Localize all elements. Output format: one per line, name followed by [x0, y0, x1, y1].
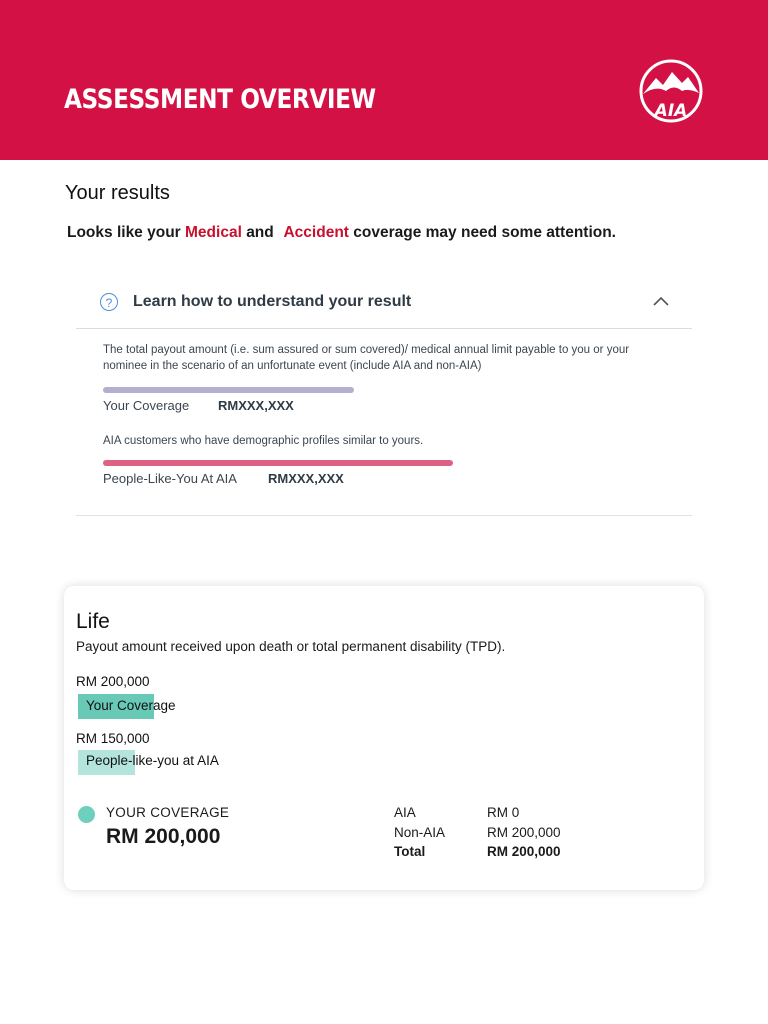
breakdown-label-total: Total [394, 844, 426, 859]
summary-medical: Medical [185, 224, 242, 241]
aia-logo [638, 58, 704, 124]
card-description: Payout amount received upon death or total permanent disability (TPD). [76, 639, 506, 654]
aia-customers-description: AIA customers who have demographic profiles similar to yours. [103, 435, 424, 447]
people-like-you-legend-label: People-Like-You At AIA [103, 471, 237, 486]
results-summary [67, 224, 616, 242]
breakdown-label-aia: AIA [394, 805, 416, 820]
your-coverage-legend-value: RMXXX,XXX [218, 398, 294, 413]
people-like-you-legend-bar [103, 460, 453, 466]
results-heading: Your results [65, 182, 170, 204]
breakdown-value-aia: RM 0 [487, 805, 520, 820]
summary-suffix: coverage may need some attention. [353, 224, 616, 241]
help-circle-icon: ? [100, 293, 118, 311]
learn-description: The total payout amount (i.e. sum assured or sum covered)/ medical annual limit payable to you or your nominee in the scenario of an unfortunate event (include AIA and non-AIA) [103, 344, 630, 372]
breakdown-label-non-aia: Non-AIA [394, 825, 446, 840]
your-coverage-amount: RM 200,000 [76, 674, 150, 689]
people-like-you-bar-label: People-like-you at AIA [86, 753, 219, 768]
summary-accident: Accident [283, 224, 349, 241]
your-coverage-bar-label: Your Coverage [86, 698, 176, 713]
your-coverage-legend-label: Your Coverage [103, 398, 190, 413]
chevron-up-icon[interactable] [652, 294, 670, 308]
learn-panel [76, 280, 692, 516]
card-title: Life [76, 610, 110, 633]
people-like-you-amount: RM 150,000 [76, 731, 150, 746]
summary-and: and [246, 224, 274, 241]
people-like-you-legend-value: RMXXX,XXX [268, 471, 344, 486]
life-coverage-card [64, 586, 704, 890]
page-title: ASSESSMENT OVERVIEW [64, 84, 376, 115]
coverage-dot-icon [78, 806, 95, 823]
learn-panel-title: Learn how to understand your result [133, 293, 412, 310]
your-coverage-summary-value: RM 200,000 [106, 825, 221, 848]
your-coverage-summary-label: YOUR COVERAGE [106, 805, 230, 820]
breakdown-value-non-aia: RM 200,000 [487, 825, 561, 840]
breakdown-value-total: RM 200,000 [487, 844, 561, 859]
your-coverage-legend-bar [103, 387, 354, 393]
aia-logo-text: AIA [654, 101, 688, 121]
learn-panel-header[interactable] [76, 280, 692, 329]
summary-prefix: Looks like your [67, 224, 181, 241]
header-banner [0, 0, 768, 160]
